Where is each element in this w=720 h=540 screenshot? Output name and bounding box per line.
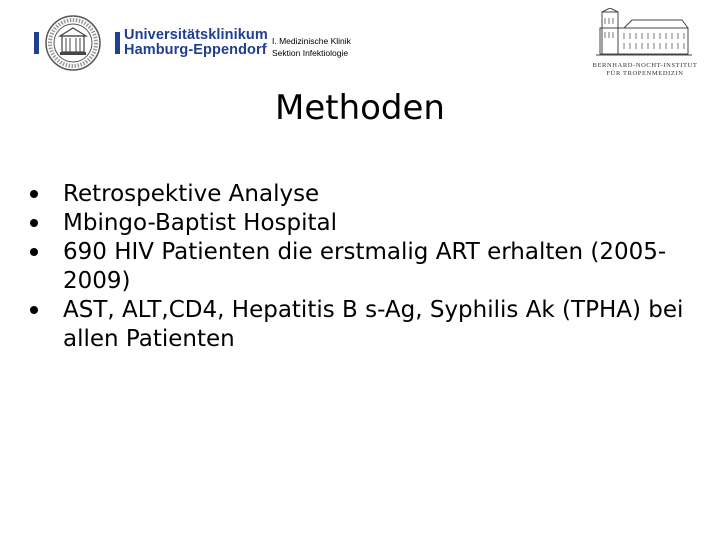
uke-name-line2: Hamburg-Eppendorf bbox=[124, 42, 267, 58]
bullet-dot-icon bbox=[30, 219, 38, 227]
uke-logo-bar-right bbox=[115, 32, 120, 54]
department-line1: I. Medizinische Klinik bbox=[272, 36, 351, 46]
bullet-text: 690 HIV Patienten die erstmalig ART erhalten (2005-2009) bbox=[63, 239, 667, 294]
bullet-list bbox=[26, 180, 686, 354]
bullet-text: Mbingo-Baptist Hospital bbox=[63, 210, 338, 236]
department-line2: Sektion Infektiologie bbox=[272, 48, 349, 58]
bullet-item bbox=[26, 238, 686, 296]
university-seal-logo bbox=[44, 14, 102, 72]
department-label bbox=[272, 35, 351, 59]
uke-name-line1: Universitätsklinikum bbox=[124, 27, 268, 43]
uke-logo-bar-left bbox=[34, 32, 39, 54]
bullet-text: AST, ALT,CD4, Hepatitis B s-Ag, Syphilis Ak (TPHA) bei allen Patienten bbox=[63, 297, 684, 352]
bullet-item bbox=[26, 180, 686, 209]
bni-name-line2: FÜR TROPENMEDIZIN bbox=[606, 70, 684, 77]
bni-name-line1: BERNHARD-NOCHT-INSTITUT bbox=[592, 62, 698, 69]
slide-title: Methoden bbox=[275, 88, 445, 128]
bullet-item bbox=[26, 296, 686, 354]
bullet-dot-icon bbox=[30, 248, 38, 256]
bullet-dot-icon bbox=[30, 190, 38, 198]
bni-building-logo bbox=[594, 8, 694, 58]
bni-name-text bbox=[590, 62, 700, 78]
slide-header bbox=[0, 0, 720, 90]
uke-logo-text bbox=[124, 28, 268, 58]
bullet-text: Retrospektive Analyse bbox=[63, 181, 320, 207]
bullet-dot-icon bbox=[30, 306, 38, 314]
bullet-item bbox=[26, 209, 686, 238]
